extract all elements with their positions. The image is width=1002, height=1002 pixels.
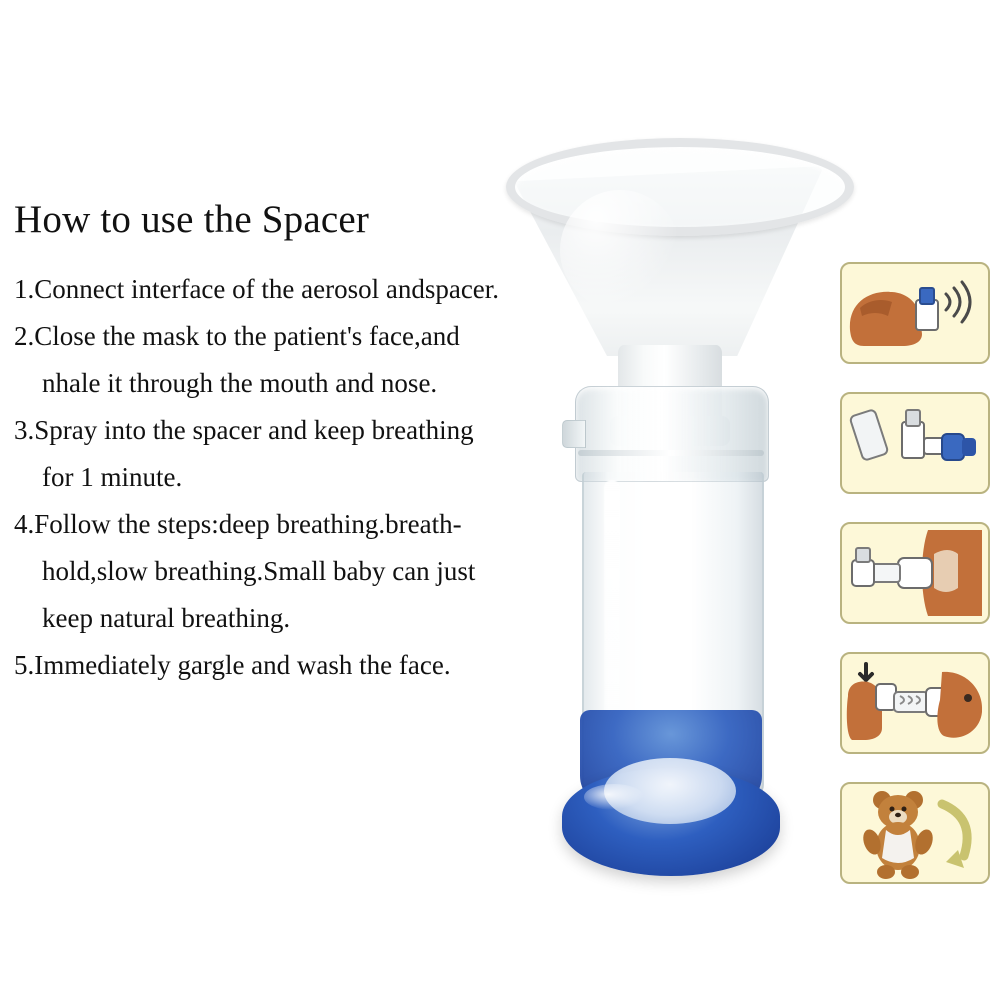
chamber-cap: [575, 386, 769, 482]
list-item: [14, 501, 554, 642]
list-item: [14, 266, 554, 313]
step-text: 2.Close the mask to the patient's face,and: [14, 321, 460, 351]
step-continuation: keep natural breathing.: [42, 603, 291, 633]
step-continuation: hold,slow breathing.Small baby can just: [42, 556, 476, 586]
step-text: 3.Spray into the spacer and keep breathing: [14, 415, 474, 445]
attach-inhaler-to-spacer-icon: [842, 394, 988, 492]
step-continuation: for 1 minute.: [42, 462, 183, 492]
cap-release-tab: [562, 420, 586, 448]
list-item: [14, 313, 554, 407]
list-item: [14, 407, 554, 501]
product-image-spacer: [500, 120, 830, 880]
step-text: 5.Immediately gargle and wash the face.: [14, 650, 451, 680]
cap-seam-line: [578, 450, 764, 456]
mask-highlight: [560, 190, 680, 310]
pictogram-panel: [840, 392, 990, 494]
press-inhaler-and-breathe-icon: [842, 654, 988, 752]
page-title: How to use the Spacer: [14, 198, 370, 241]
steps-list: [14, 266, 554, 689]
instructions-panel: [14, 196, 554, 689]
pictogram-panel: [840, 652, 990, 754]
pictogram-panel: [840, 782, 990, 884]
pictogram-panel: [840, 262, 990, 364]
step-text: 4.Follow the steps:deep breathing.breath-: [14, 509, 462, 539]
step-text: 1.Connect interface of the aerosol andspacer.: [14, 274, 500, 304]
rotate-child-bear-icon: [842, 784, 988, 882]
step-continuation: nhale it through the mouth and nose.: [42, 368, 438, 398]
base-highlight: [584, 784, 644, 810]
list-item: [14, 642, 554, 689]
face-mask-rim: [506, 138, 854, 236]
place-mask-on-face-icon: [842, 524, 988, 622]
shake-inhaler-icon: [842, 264, 988, 362]
pictogram-panel: [840, 522, 990, 624]
pictogram-strip: [840, 262, 988, 912]
